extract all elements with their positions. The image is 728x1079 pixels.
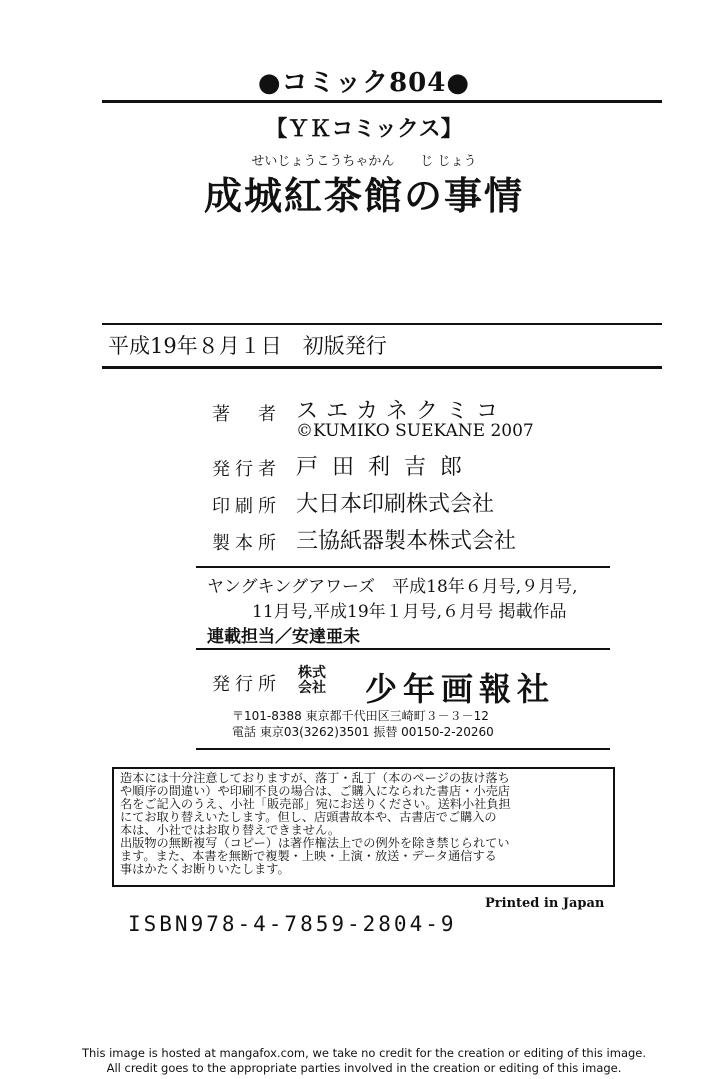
notice-line: や順序の間違い）や印刷不良の場合は、ご購入になられた書店・小売店 xyxy=(120,784,510,798)
notice-line: 造本には十分注意しておりますが、落丁・乱丁（本のページの抜け落ち xyxy=(120,771,510,785)
kabushiki-line-2: 会社 xyxy=(298,680,326,696)
hosting-credit-line-2: All credit goes to the appropriate parties involved in the creation or editing of this image. xyxy=(106,1061,622,1075)
isbn-code: ISBN978-4-7859-2804-9 xyxy=(128,912,457,936)
credit-label-author: 著者 xyxy=(212,404,276,425)
serialization-editor: 連載担当／安達亜未 xyxy=(207,627,360,647)
credit-label-binder: 製本所 xyxy=(212,533,276,554)
date-top-divider xyxy=(102,323,662,325)
credit-label-publisher: 発行者 xyxy=(212,459,276,480)
notice-line: 出版物の無断複写（コピー）は著作権法上での例外を除き禁じられてい xyxy=(120,836,510,850)
address-bottom-divider xyxy=(196,748,610,750)
kabushiki-kaisha-mark xyxy=(298,666,326,696)
title-ruby: せいじょうこうちゃかん じ じょう xyxy=(251,154,477,169)
credit-value-printer: 大日本印刷株式会社 xyxy=(296,492,495,517)
notice-line: 事はかたくお断りいたします。 xyxy=(120,862,290,876)
credit-value-author: スエカネクミコ xyxy=(296,399,507,424)
credit-value-publisher: 戸田利吉郎 xyxy=(296,455,477,480)
notice-line: ます。また、本書を無断で複製・上映・上演・放送・データ通信する xyxy=(120,849,497,863)
serialization-line-2: 11月号,平成19年１月号,６月号 掲載作品 xyxy=(252,602,567,622)
serialization-bottom-divider xyxy=(196,648,610,650)
serialization-line-1: ヤングキングアワーズ 平成18年６月号,９月号, xyxy=(207,577,578,597)
printed-in-japan: Printed in Japan xyxy=(485,896,605,911)
publisher-house-name: 少年画報社 xyxy=(365,670,556,708)
publisher-address: 〒101-8388 東京都千代田区三崎町３－３－12 xyxy=(232,709,489,723)
credit-label-printer: 印刷所 xyxy=(212,496,276,517)
date-bottom-divider xyxy=(102,366,662,369)
credits-bottom-divider xyxy=(196,566,610,568)
hosting-credit-line-1: This image is hosted at mangafox.com, we take no credit for the creation or editing of this image. xyxy=(81,1046,647,1060)
notice-line: 本は、小社ではお取り替えできません。 xyxy=(120,823,341,837)
series-label: ●コミック804● xyxy=(257,68,471,98)
notice-line: 名をご記入のうえ、小社「販売部」宛にお送りください。送料小社負担 xyxy=(120,797,511,811)
notice-line: にてお取り替えいたします。但し、店頭書故本や、古書店でご購入の xyxy=(120,810,497,824)
kabushiki-line-1: 株式 xyxy=(298,665,326,681)
publisher-phone: 電話 東京03(3262)3501 振替 00150-2-20260 xyxy=(232,725,494,739)
copyright-line: ©KUMIKO SUEKANE 2007 xyxy=(296,421,534,441)
imprint-label: 【ＹＫコミックス】 xyxy=(265,117,463,142)
publisher-house-label: 発行所 xyxy=(212,674,276,695)
credit-value-binder: 三協紙器製本株式会社 xyxy=(296,529,517,554)
top-divider xyxy=(102,100,662,103)
notice-box xyxy=(112,767,615,887)
edition-date: 平成19年８月１日 初版発行 xyxy=(108,334,387,358)
book-title: 成城紅茶館の事情 xyxy=(203,174,524,218)
